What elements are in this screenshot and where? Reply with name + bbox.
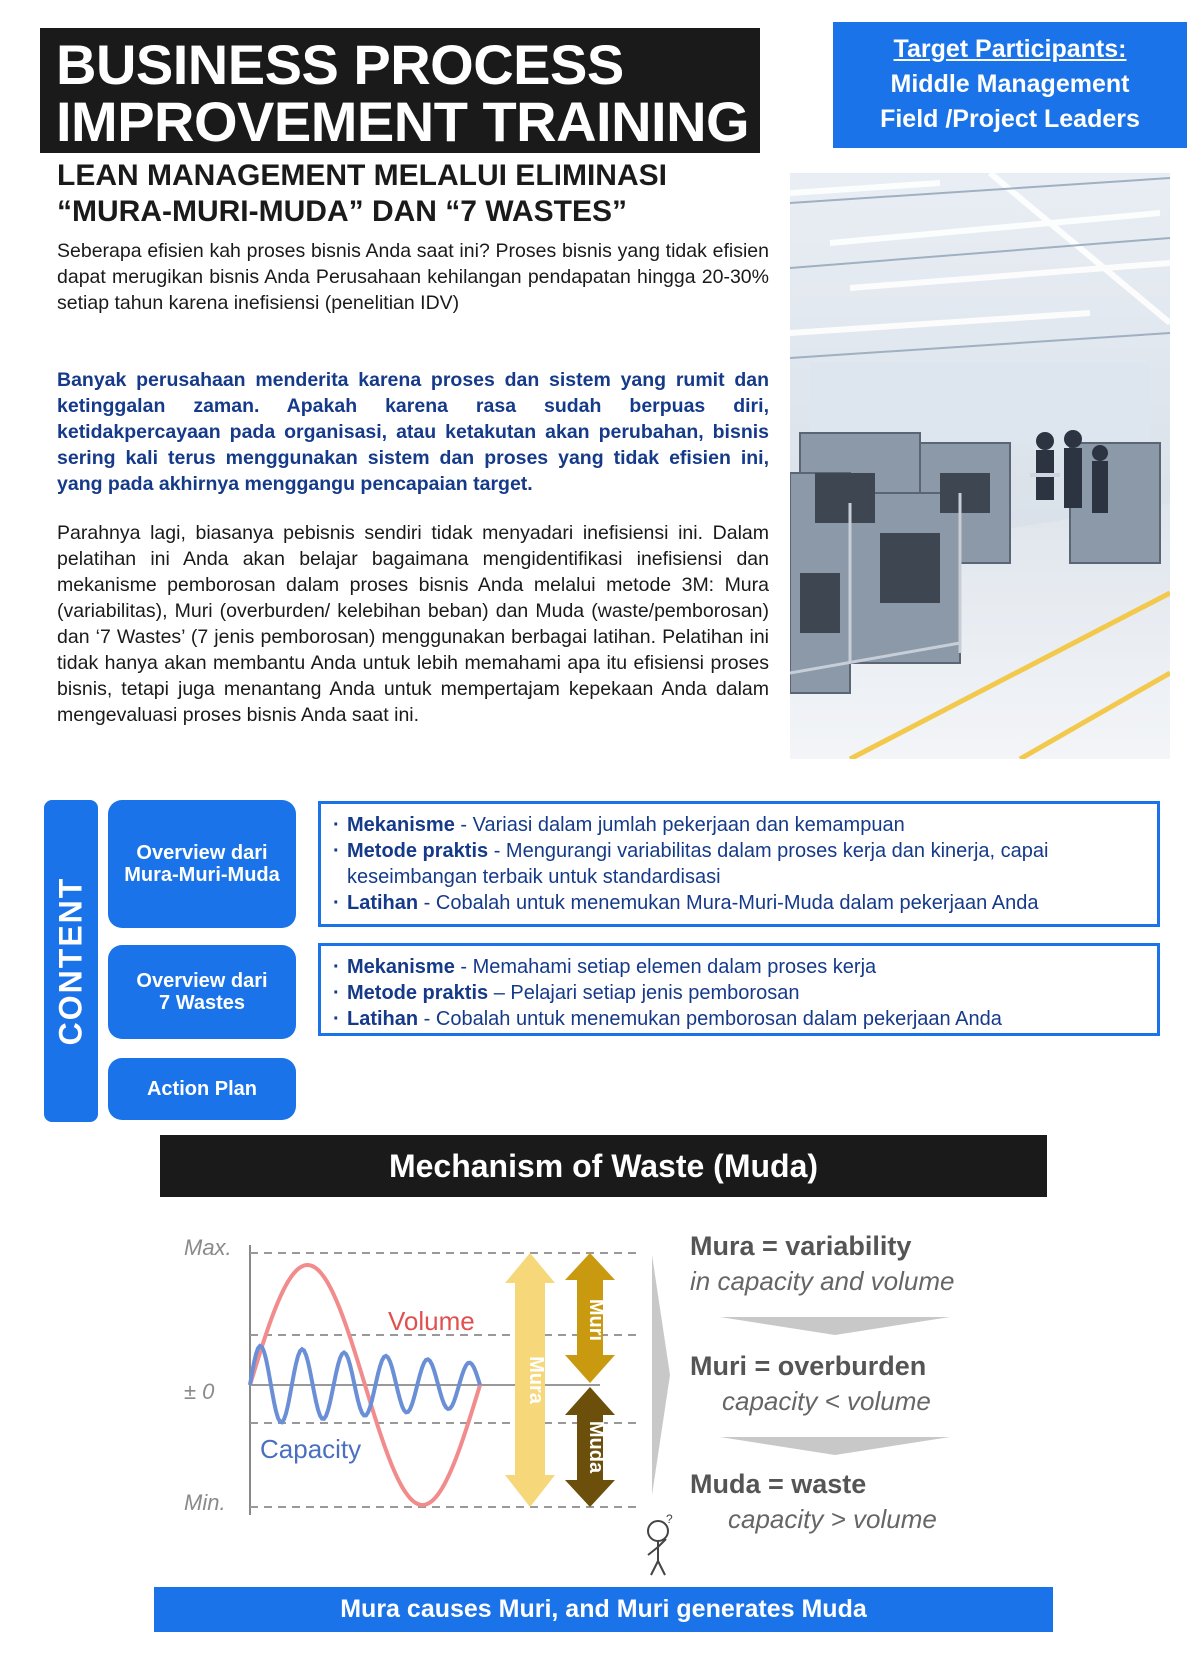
mura-subtext: in capacity and volume	[690, 1266, 955, 1296]
topic2-line-2: 7 Wastes	[159, 992, 245, 1014]
item-desc: - Cobalah untuk menemukan Mura-Muri-Muda dalam pekerjaan Anda	[418, 892, 1039, 914]
subtitle-line-2: “MURA-MURI-MUDA” DAN “7 WASTES”	[57, 195, 627, 228]
training-paragraph: Parahnya lagi, biasanya pebisnis sendiri tidak menyadari inefisiensi ini. Dalam pelatihan ini Anda akan belajar bagaimana mengidentifikasi inefisiensi dan mekanisme pemborosan dalam proses bisnis Anda melalui metode 3M: Mura (variabilitas), Muri (overburden/ kelebihan beban) dan Muda (waste/pemborosan) dan ‘7 Wastes’ (7 jenis pemborosan) menggunakan berbagai latihan. Pelatihan ini tidak hanya akan membantu Anda untuk lebih memahami apa itu efisiensi proses bisnis, tetapi juga menantang Anda untuk mempertajam kepekaan Anda dalam mengevaluasi proses bisnis Anda saat ini.	[57, 522, 769, 726]
participants-line-2: Field /Project Leaders	[880, 105, 1140, 133]
title-line-2: IMPROVEMENT TRAINING	[56, 90, 750, 153]
item-term: Metode praktis	[347, 840, 489, 862]
topic-mura-muri-muda	[108, 800, 296, 928]
svg-text:?: ?	[666, 1512, 673, 1526]
muri-definition: Muri = overburden	[690, 1351, 927, 1381]
muri-arrow	[565, 1253, 615, 1383]
mura-arrow-label: Mura	[525, 1356, 547, 1404]
topic-7-wastes	[108, 945, 296, 1039]
item-desc: – Pelajari setiap jenis pemborosan	[488, 982, 800, 1004]
item-term: Mekanisme	[347, 956, 455, 978]
item-desc: - Variasi dalam jumlah pekerjaan dan kemampuan	[454, 814, 905, 836]
capacity-label: Capacity	[260, 1434, 362, 1464]
factory-photo	[790, 173, 1170, 759]
title-line-1: BUSINESS PROCESS	[56, 33, 624, 96]
axis-max-label: Max.	[184, 1235, 232, 1260]
detail-box-mura-muri-muda	[318, 801, 1160, 927]
intro-paragraph: Seberapa efisien kah proses bisnis Anda saat ini? Proses bisnis yang tidak efisien dapat merugikan bisnis Anda Perusahaan kehilangan pendapatan hingga 20-30% setiap tahun karena inefisiensi (penelitian IDV)	[57, 240, 769, 314]
muda-arrow	[565, 1387, 615, 1507]
content-label: CONTENT	[52, 876, 89, 1046]
axis-min-label: Min.	[184, 1490, 226, 1515]
down-arrow-icon	[720, 1317, 950, 1335]
muda-definition: Muda = waste	[690, 1469, 867, 1499]
title-block	[40, 28, 760, 153]
muda-arrow-label: Muda	[585, 1420, 607, 1474]
bullet: ·	[333, 982, 340, 1004]
participants-heading: Target Participants:	[893, 35, 1127, 63]
bullet: ·	[333, 956, 340, 978]
footer-banner: Mura causes Muri, and Muri generates Muda	[154, 1587, 1053, 1632]
list-item	[333, 812, 1145, 838]
topic1-line-1: Overview dari	[136, 842, 268, 864]
list-item	[333, 1006, 1145, 1032]
list-item	[333, 890, 1145, 916]
list-item	[333, 954, 1145, 980]
mura-arrow	[505, 1253, 555, 1507]
thinking-person-icon	[648, 1512, 673, 1575]
subtitle	[57, 158, 757, 230]
topic3-label: Action Plan	[146, 1078, 257, 1100]
item-desc: - Cobalah untuk menemukan pemborosan dalam pekerjaan Anda	[418, 1008, 1002, 1030]
item-term: Latihan	[347, 892, 419, 914]
item-term: Latihan	[347, 1008, 419, 1030]
muda-subtext: capacity > volume	[728, 1504, 937, 1534]
muri-arrow-label: Muri	[585, 1298, 607, 1342]
topic1-line-2: Mura-Muri-Muda	[124, 864, 280, 886]
item-term: Mekanisme	[347, 814, 455, 836]
detail-box-7-wastes	[318, 943, 1160, 1036]
mura-definition: Mura = variability	[690, 1231, 912, 1261]
bullet: ·	[333, 1008, 340, 1030]
bullet: ·	[333, 840, 340, 862]
topic-action-plan	[108, 1058, 296, 1120]
item-term: Metode praktis	[347, 982, 489, 1004]
volume-label: Volume	[388, 1306, 475, 1336]
list-item	[333, 838, 1145, 890]
problem-paragraph: Banyak perusahaan menderita karena proses dan sistem yang rumit dan ketinggalan zaman. Apakah karena rasa sudah berpuas diri, ketidakpercayaan pada organisasi, atau ketakutan akan perubahan, bisnis sering kali terus menggunakan sistem dan proses yang tidak efisien ini, yang pada akhirnya menggangu pencapaian target.	[57, 369, 769, 495]
chevron-right-icon	[652, 1255, 670, 1495]
list-item	[333, 980, 1145, 1006]
muri-subtext: capacity < volume	[722, 1386, 931, 1416]
item-desc: - Memahami setiap elemen dalam proses kerja	[454, 956, 877, 978]
mechanism-diagram	[160, 1225, 1010, 1585]
content-label-bar	[44, 800, 98, 1122]
participants-line-1: Middle Management	[890, 70, 1130, 98]
down-arrow-icon	[720, 1437, 950, 1455]
target-participants-box	[833, 22, 1187, 148]
mechanism-title: Mechanism of Waste (Muda)	[160, 1135, 1047, 1197]
axis-zero-label: ± 0	[184, 1379, 215, 1404]
bullet: ·	[333, 892, 340, 914]
item-desc: - Mengurangi variabilitas dalam proses kerja dan kinerja, capai keseimbangan terbaik untuk standardisasi	[347, 840, 1049, 888]
topic2-line-1: Overview dari	[136, 970, 268, 992]
subtitle-line-1: LEAN MANAGEMENT MELALUI ELIMINASI	[57, 159, 667, 192]
bullet: ·	[333, 814, 340, 836]
